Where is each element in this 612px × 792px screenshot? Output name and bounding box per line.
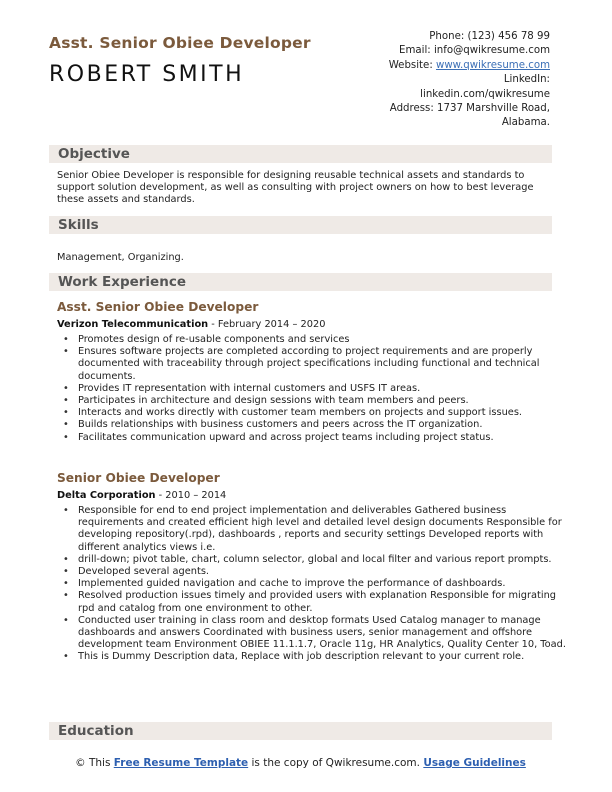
job-1-meta: [57, 319, 325, 330]
contact-email: Email: info@qwikresume.com: [399, 45, 550, 57]
contact-linkedin: linkedin.com/qwikresume: [420, 88, 550, 100]
list-item: • Facilitates communication upward and across project teams including project status.: [78, 432, 570, 444]
list-item: • Conducted user training in class room and desktop formats Used Catalog manager to manage dashboards and answers Coordinated with business users, senior management and offshore development team Environment OBIEE 11.1.1.7, Oracle 11g, HR Analytics, Quality Center 10, Toad.: [78, 615, 570, 652]
list-item: • Provides IT representation with internal customers and USFS IT areas.: [78, 383, 570, 395]
list-item: • This is Dummy Description data, Replace with job description relevant to your current role.: [78, 651, 570, 663]
list-item: • Participates in architecture and design sessions with team members and peers.: [78, 395, 570, 407]
footer-notice: [49, 757, 552, 770]
contact-block: [330, 30, 550, 131]
person-name: ROBERT SMITH: [49, 62, 245, 87]
skills-section-header: [49, 216, 552, 234]
contact-website: [330, 59, 550, 73]
list-item: • drill-down; pivot table, chart, column selector, global and local filter and various report prompts.: [78, 554, 570, 566]
list-item: • Resolved production issues timely and provided users with explanation Responsible for migrating rpd and catalog from one environment to other.: [78, 590, 570, 614]
contact-linkedin-label: LinkedIn:: [503, 74, 550, 86]
skills-heading: Skills: [58, 217, 99, 233]
usage-guidelines-link[interactable]: Usage Guidelines: [423, 757, 526, 769]
list-item: • Interacts and works directly with customer team members on projects and support issues.: [78, 407, 570, 419]
job-2-meta: [57, 490, 226, 501]
list-item: • Developed several agents.: [78, 566, 570, 578]
list-item: • Promotes design of re-usable components and services: [78, 334, 570, 346]
contact-address-line1: Address: 1737 Marshville Road,: [389, 103, 550, 115]
list-item: • Ensures software projects are completed according to project requirements and are properly documented with traceability through project specifications including functional and technical documents.: [78, 346, 570, 383]
contact-address-line2: Alabama.: [501, 117, 550, 129]
job-1-dates: - February 2014 – 2020: [208, 319, 326, 330]
work-section-header: [49, 273, 552, 291]
list-item: • Responsible for end to end project implementation and deliverables Gathered business requirements and created efficient high level and detailed level design documents Responsible for developing repository(.rpd), dashboards , reports and security settings Developed reports with different analytics views i.e.: [78, 505, 570, 554]
job-1-bullets: [57, 334, 570, 444]
job-2-company: Delta Corporation: [57, 490, 156, 501]
header-job-title: Asst. Senior Obiee Developer: [49, 34, 311, 52]
work-heading: Work Experience: [58, 274, 186, 290]
website-link[interactable]: www.qwikresume.com: [435, 59, 550, 71]
objective-section-header: [49, 145, 552, 163]
job-2-bullets: [57, 505, 570, 664]
objective-text: Senior Obiee Developer is responsible for designing reusable technical assets and standards to support solution development, as well as consulting with project owners on how to best leverage these assets and standards.: [57, 170, 534, 206]
list-item: • Builds relationships with business customers and peers across the IT organization.: [78, 419, 570, 431]
education-section-header: [49, 722, 552, 740]
skills-text: Management, Organizing.: [57, 252, 184, 263]
job-2-dates: - 2010 – 2014: [155, 490, 227, 501]
footer-prefix: © This: [75, 757, 114, 769]
job-1-title: Asst. Senior Obiee Developer: [57, 300, 259, 314]
job-2-title: Senior Obiee Developer: [57, 471, 220, 485]
job-1-company: Verizon Telecommunication: [57, 319, 209, 330]
contact-phone: Phone: (123) 456 78 99: [429, 31, 550, 42]
free-resume-template-link[interactable]: Free Resume Template: [113, 757, 249, 769]
education-heading: Education: [58, 723, 134, 739]
footer-middle: is the copy of Qwikresume.com.: [248, 757, 424, 769]
list-item: • Implemented guided navigation and cache to improve the performance of dashboards.: [78, 578, 570, 590]
objective-heading: Objective: [58, 146, 130, 162]
contact-website-label: Website:: [388, 59, 436, 71]
